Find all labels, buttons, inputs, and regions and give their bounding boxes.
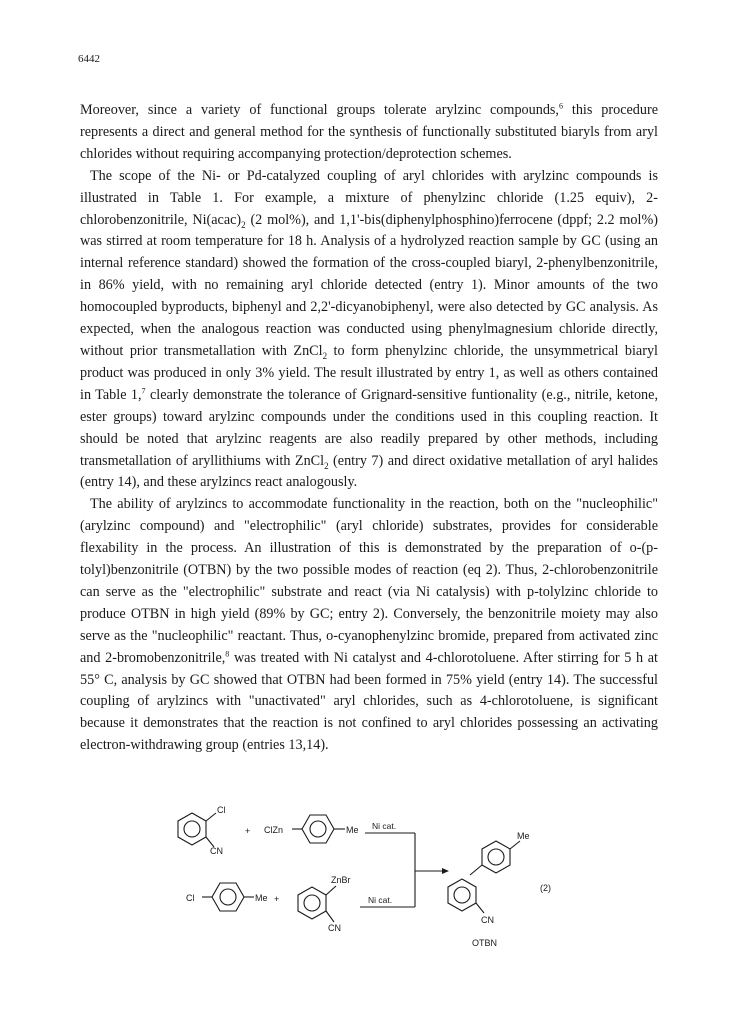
equation-number: (2) — [540, 883, 551, 893]
substituent-znbr: ZnBr — [331, 875, 351, 885]
product-ring-lower — [448, 879, 476, 911]
substituent-me-1: Me — [346, 825, 359, 835]
plus-sign-2: + — [274, 894, 280, 904]
reaction-scheme-svg — [150, 803, 570, 948]
product-bond-cn — [476, 903, 484, 913]
subscript: 2 — [241, 219, 246, 230]
reaction-scheme-eq2 — [150, 803, 570, 948]
reference-superscript: 7 — [141, 386, 146, 396]
aromatic-circle-4 — [304, 895, 320, 911]
text-run: (2 mol%), and 1,1'-bis(diphenylphosphino)ferrocene (dppf; 2.2 mol%) was stirred at room temperature for 18 h. Analysis of a hydrolyzed reaction sample by GC (using an internal reference standard) showed the formation of the cross-coupled biaryl, 2-phenylbenzonitrile, in 86% yield, with no remaining aryl chloride detected (entry 1). Minor amounts of the two homocoupled byproducts, biphenyl and 2,2'-dicyanobiphenyl, were also detected by GC analysis. As expected, when the analogous reaction was conducted using phenylmagnesium chloride directly, without prior transmetallation with ZnCl — [80, 211, 659, 359]
catalyst-label-1: Ni cat. — [372, 821, 397, 831]
reference-superscript: 6 — [558, 101, 563, 111]
subscript: 2 — [324, 460, 329, 471]
reference-superscript: 8 — [225, 648, 230, 658]
reagent-clzn: ClZn — [264, 825, 284, 835]
aromatic-circle-3 — [220, 889, 236, 905]
substituent-cl-2: Cl — [186, 893, 195, 903]
benzene-ring-3 — [212, 883, 244, 911]
bond-cl-1 — [206, 813, 216, 821]
aromatic-circle-2 — [310, 821, 326, 837]
product-substituent-me: Me — [517, 831, 530, 841]
arrowhead-icon — [442, 868, 449, 874]
benzene-ring-1 — [178, 813, 206, 845]
paragraph-2 — [80, 166, 658, 495]
substituent-me-2: Me — [255, 893, 268, 903]
substituent-cn-2: CN — [328, 923, 341, 933]
catalyst-label-2: Ni cat. — [368, 895, 393, 905]
substituent-cl-1: Cl — [217, 805, 226, 815]
subscript: 2 — [322, 350, 328, 361]
text-run: to form phenylzinc chloride, the unsymmetrical biaryl product was produced in only 3% yield. The result illustrated by entry 1, as well as others contained in Table 1, — [80, 342, 658, 403]
bond-cn-2 — [326, 911, 334, 922]
product-ring-upper — [482, 841, 510, 873]
benzene-ring-2 — [302, 815, 334, 843]
page-number: 6442 — [78, 53, 100, 65]
product-aromatic-circle-upper — [488, 849, 504, 865]
paragraph-3 — [80, 494, 658, 757]
text-run: The scope of the Ni- or Pd-catalyzed coupling of aryl chlorides with arylzinc compounds is illustrated in Table 1. For example, a mixture of phenylzinc chloride (1.25 equiv), 2-chlorobenzonitrile, Ni(acac) — [80, 167, 658, 228]
benzene-ring-4 — [298, 887, 326, 919]
text-run: The ability of arylzincs to accommodate functionality in the reaction, both on the "nucleophilic" (arylzinc compound) and "electrophilic" (aryl chloride) substrates, provides for considerable flexability in the process. An illustration of this is demonstrated by the preparation of o-(p-tolyl)benzonitrile (OTBN) by the two possible modes of reaction (eq 2). Thus, 2-chlorobenzonitrile can serve as the "electrophilic" substrate and react (via Ni catalysis) with p-tolylzinc chloride to produce OTBN in high yield (89% by GC; entry 2). Conversely, the benzonitrile moiety may also serve as the "nucleophilic" reactant. Thus, o-cyanophenylzinc bromide, prepared from activated zinc and 2-bromobenzonitrile, — [80, 496, 658, 666]
paragraph-1 — [80, 100, 658, 166]
product-biaryl-bond — [470, 865, 482, 875]
product-substituent-cn: CN — [481, 915, 494, 925]
product-bond-me — [510, 841, 520, 849]
aromatic-circle-1 — [184, 821, 200, 837]
product-aromatic-circle-lower — [454, 887, 470, 903]
text-run: this procedure represents a direct and general method for the synthesis of functionally substituted biaryls from aryl chlorides without requiring accompanying protection/deprotection schemes. — [80, 102, 658, 162]
product-name-otbn: OTBN — [472, 938, 498, 948]
plus-sign-1: + — [245, 826, 251, 836]
bond-znbr — [326, 886, 336, 895]
substituent-cn-1: CN — [210, 846, 223, 856]
body-text — [80, 100, 658, 757]
text-run: Moreover, since a variety of functional groups tolerate arylzinc compounds, — [80, 102, 559, 118]
text-run: was treated with Ni catalyst and 4-chlorotoluene. After stirring for 5 h at 55° C, analysis by GC showed that OTBN had been formed in 75% yield (entry 14). The successful coupling of arylzincs with "unactivated" aryl chlorides, such as 4-chlorotoluene, is significant because it demonstrates that the reaction is not confined to aryl chlorides possessing an activating electron-withdrawing group (entries 13,14). — [80, 649, 658, 754]
text-run: (entry 7) and direct oxidative metallation of aryl halides (entry 14), and these arylzincs react analogously. — [80, 452, 658, 491]
text-run: clearly demonstrate the tolerance of Grignard-sensitive funtionality (e.g., nitrile, ketone, ester groups) toward arylzinc compounds under the conditions used in this coupling reaction. It should be noted that arylzinc reagents are also readily prepared by other methods, including transmetallation of aryllithiums with ZnCl — [80, 386, 658, 469]
